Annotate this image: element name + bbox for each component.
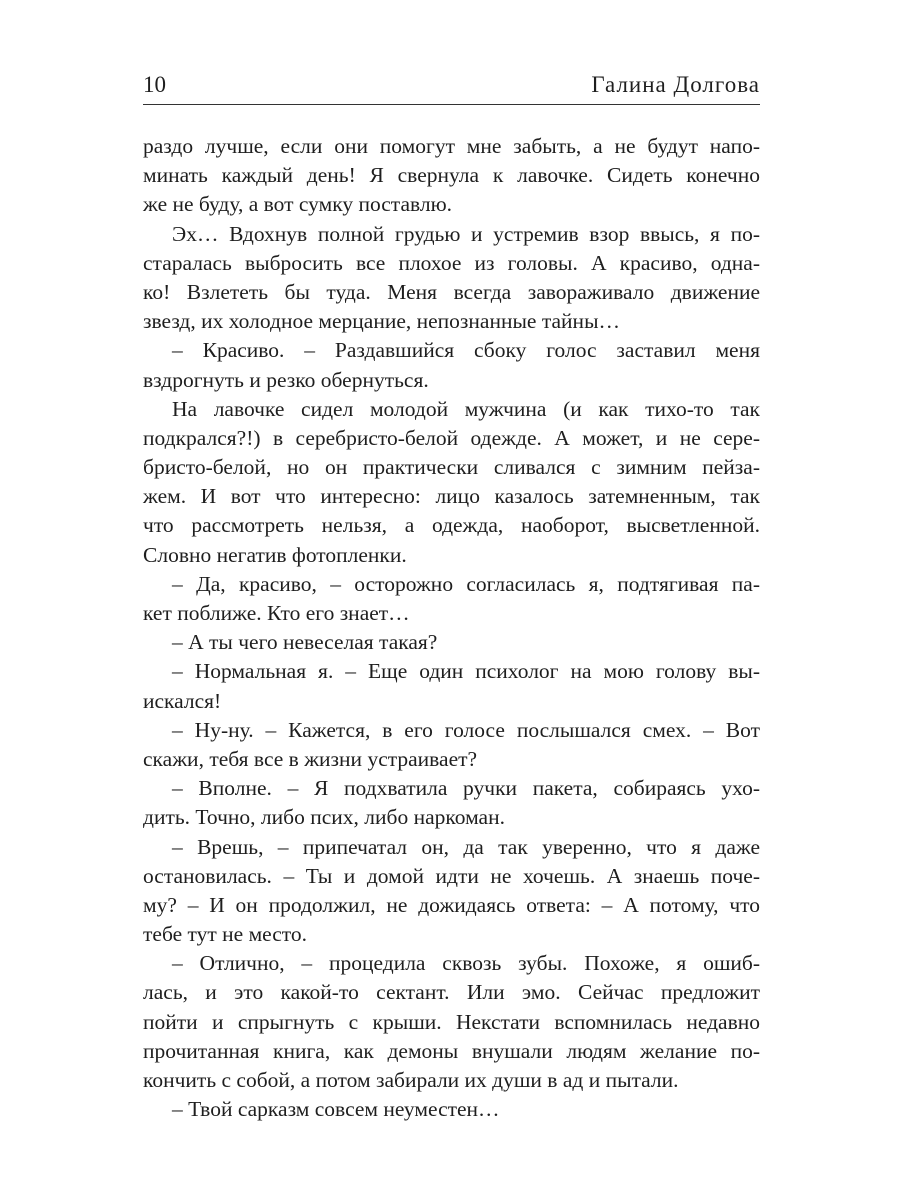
- text-line: – Красиво. – Раздавшийся сбоку голос заставил меня: [172, 338, 760, 363]
- text-line: дить. Точно, либо псих, либо наркоман.: [143, 805, 505, 830]
- text-line: остановилась. – Ты и домой идти не хочешь. А знаешь поче-: [143, 863, 760, 888]
- page-number: 10: [143, 72, 166, 97]
- text-line: прочитанная книга, как демоны внушали людям желание по-: [143, 1038, 760, 1063]
- text-line: искался!: [143, 688, 222, 713]
- text-line: кончить с собой, а потом забирали их души в ад и пытали.: [143, 1068, 679, 1092]
- text-line: Словно негатив фотопленки.: [143, 542, 407, 567]
- text-line: скажи, тебя все в жизни устраивает?: [143, 746, 478, 771]
- author-running-head: Галина Долгова: [591, 72, 760, 97]
- text-line: минать каждый день! Я свернула к лавочке. Сидеть конечно: [143, 163, 760, 188]
- text-line: – Врешь, – припечатал он, да так уверенно, что я даже: [172, 834, 760, 859]
- text-line: – А ты чего невеселая такая?: [172, 630, 438, 655]
- text-line: что рассмотреть нельзя, а одежда, наоборот, высветленной.: [143, 513, 760, 538]
- text-line: На лавочке сидел молодой мужчина (и как тихо-то так: [172, 396, 760, 421]
- text-line: – Отлично, – процедила сквозь зубы. Похоже, я ошиб-: [172, 951, 760, 976]
- text-line: лась, и это какой-то сектант. Или эмо. Сейчас предложит: [143, 980, 760, 1005]
- text-line: – Ну-ну. – Кажется, в его голосе послышался смех. – Вот: [172, 717, 760, 742]
- text-line: же не буду, а вот сумку поставлю.: [143, 192, 453, 217]
- text-line: му? – И он продолжил, не дожидаясь ответа: – А потому, что: [143, 892, 760, 917]
- text-line: – Нормальная я. – Еще один психолог на мою голову вы-: [172, 659, 760, 684]
- text-line: старалась выбросить все плохое из головы. А красиво, одна-: [143, 250, 760, 275]
- running-header: [143, 68, 760, 104]
- text-line: – Да, красиво, – осторожно согласилась я, подтягивая па-: [172, 571, 760, 596]
- text-line: тебе тут не место.: [143, 922, 308, 947]
- text-line: раздо лучше, если они помогут мне забыть, а не будут напо-: [143, 134, 760, 158]
- text-line: кет поближе. Кто его знает…: [143, 601, 410, 625]
- body-text: [143, 132, 760, 1124]
- text-line: Эх… Вдохнув полной грудью и устремив взор ввысь, я по-: [172, 221, 760, 246]
- text-line: вздрогнуть и резко обернуться.: [143, 367, 429, 392]
- text-line: пойти и спрыгнуть с крыши. Некстати вспомнилась недавно: [143, 1009, 760, 1034]
- text-line: жем. И вот что интересно: лицо казалось затемненным, так: [143, 484, 760, 509]
- text-line: бристо-белой, но он практически сливался с зимним пейза-: [143, 455, 760, 480]
- header-rule: [143, 104, 760, 105]
- text-line: подкрался?!) в серебристо-белой одежде. А может, и не сере-: [143, 425, 760, 450]
- text-line: – Вполне. – Я подхватила ручки пакета, собираясь ухо-: [172, 776, 760, 801]
- text-line: – Твой сарказм совсем неуместен…: [172, 1097, 500, 1122]
- text-line: звезд, их холодное мерцание, непознанные тайны…: [143, 309, 621, 334]
- text-line: ко! Взлететь бы туда. Меня всегда завораживало движение: [143, 279, 760, 304]
